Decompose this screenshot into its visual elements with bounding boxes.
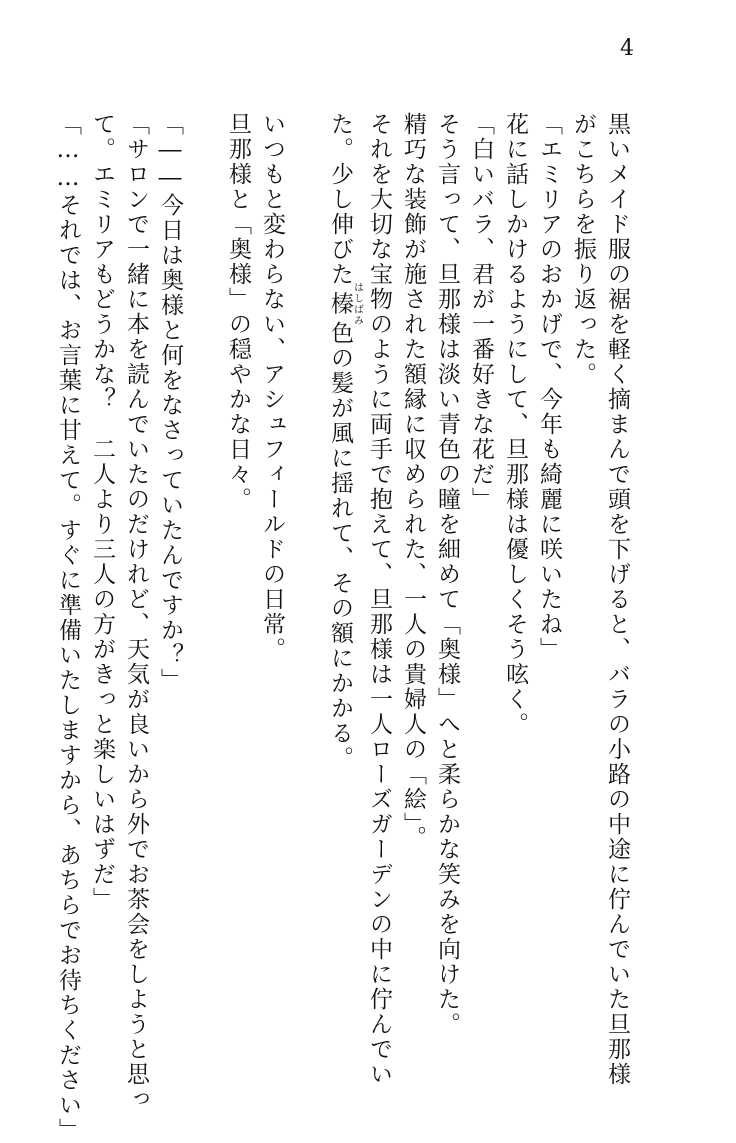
text-line: がこちらを振り返った。 [570,112,596,387]
text-line: そう言って、旦那様は淡い青色の瞳を細めて「奥様」へと柔らかな笑みを向けた。 [434,112,460,1037]
text-line: 「エミリアのおかげで、今年も綺麗に咲いたね」 [536,112,562,662]
text-line: それを大切な宝物のように両手で抱えて、旦那様は一人ローズガーデンの中に佇んでい [366,112,392,1087]
text-line: て。エミリアもどうかな？ 二人より三人の方がきっと楽しいはずだ」 [89,112,115,912]
novel-text [51,112,634,1143]
blank-line [289,112,323,952]
ruby-base: 榛 [327,282,353,326]
text-line-with-ruby [323,112,362,952]
text-segment: た。少し伸びた [327,112,353,287]
text-line: 「白いバラ、君が一番好きな花だ」 [468,112,494,512]
text-line: 「サロンで一緒に本を読んでいたのだけれど、天気が良いから外でお茶会をしようと思っ [123,112,149,1112]
text-line: 「――今日は奥様と何をなさっていたんですか？」 [157,112,183,693]
text-line: 「……それでは、お言葉に甘えて。すぐに準備いたしますから、あちらでお待ちください」 [55,112,81,1143]
text-line: いつもと変わらない、アシュフィールドの日常。 [259,112,285,662]
text-segment: 色の髪が風に揺れて、その額にかかる。 [327,321,353,771]
text-line: 花に話しかけるようにして、旦那様は優しくそう呟く。 [502,112,528,737]
blank-line [187,112,221,952]
text-line: 精巧な装飾が施された額縁に収められた、一人の貴婦人の「絵」。 [400,112,426,851]
text-line: 旦那様と「奥様」の穏やかな日々。 [225,112,251,512]
page-number: 4 [620,36,634,61]
ruby-text: はしばみ [351,282,363,326]
text-line: 黒いメイド服の裾を軽く摘まんで頭を下げると、バラの小路の中途に佇んでいた旦那様 [604,112,630,1087]
ruby-annotation [327,282,363,326]
